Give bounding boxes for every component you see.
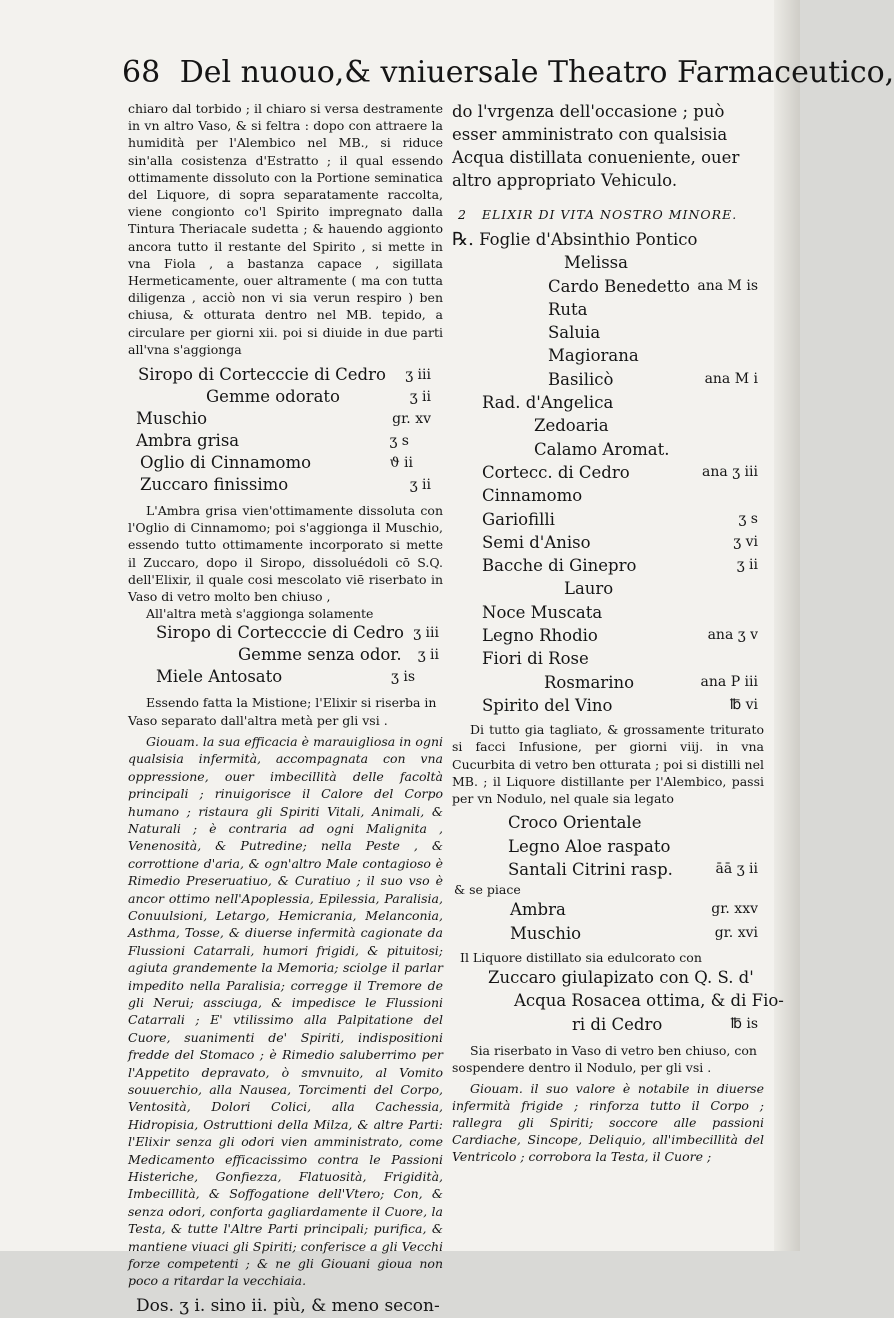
- ingredient-qty: ʒ is: [390, 669, 415, 686]
- recipe-nodulo: [452, 811, 764, 881]
- ingredient-name: Basilicò: [548, 369, 614, 389]
- ingredient-name: Cortecc. di Cedro: [482, 462, 630, 482]
- ingredient-row: [128, 386, 443, 408]
- ingredient-row: [452, 694, 764, 717]
- ingredient-name: Gemme odorato: [206, 387, 340, 407]
- ingredient-row: [452, 275, 764, 298]
- recipe-heading-number: 2: [458, 207, 467, 222]
- left-column: [128, 100, 443, 1318]
- sweetener: [452, 966, 784, 1036]
- sweetener-text: Zuccaro giulapizato con Q. S. d': [488, 968, 754, 988]
- other-half-paragraph: All'altra metà s'aggionga solamente: [146, 606, 374, 622]
- ingredient-row: [452, 461, 764, 484]
- ingredient-row: [452, 321, 764, 344]
- ingredient-row: [128, 474, 443, 496]
- ingredient-name: Saluia: [548, 323, 601, 343]
- ingredient-qty: ʒ vi: [733, 533, 758, 550]
- page-header: [122, 46, 894, 100]
- ingredient-name: Croco Orientale: [508, 813, 642, 833]
- ingredient-row: [452, 647, 764, 670]
- ingredient-name: Fiori di Rose: [482, 649, 589, 669]
- ingredient-name: Santali Citrini rasp.: [508, 859, 673, 879]
- ingredient-name: Muschio: [510, 923, 582, 943]
- ingredient-row: [452, 624, 764, 647]
- ingredient-qty: gr. xxv: [711, 901, 758, 918]
- ingredient-row: [452, 554, 764, 577]
- ingredient-name: Legno Aloe raspato: [508, 836, 671, 856]
- ingredient-qty: ana ʒ v: [707, 627, 758, 644]
- virtues-paragraph-right: Giouam. il suo valore è notabile in diuerse infermità frigide ; rinforza tutto il Corpo ; rallegra gli Spiriti; soccore alle passioni Cardiache, Sincope, Deliquio, all'imbecillità del Ventricolo ; corrobora la Testa, il Cuore ;: [452, 1081, 764, 1165]
- ingredient-name: Ambra grisa: [136, 431, 240, 451]
- ingredient-row: [452, 484, 764, 507]
- ingredient-name: Gariofilli: [482, 509, 555, 529]
- ingredient-row: [452, 898, 764, 921]
- ingredient-qty: ʒ s: [389, 433, 409, 450]
- ingredient-row: [128, 408, 443, 430]
- recipe-two: [128, 622, 443, 688]
- running-title: Del nuouo,& vniuersale Theatro Farmaceutico,: [179, 55, 894, 90]
- mistione-paragraph: Essendo fatta la Mistione; l'Elixir si riserba in Vaso separato dall'altra metà per gli vsi .: [128, 695, 437, 728]
- ingredient-qty: ʒ iii: [405, 367, 431, 384]
- ingredient-qty: gr. xv: [392, 411, 431, 428]
- ingredient-row: [452, 298, 764, 321]
- ingredient-qty: ʒ ii: [736, 557, 758, 574]
- ingredient-row: [452, 577, 764, 600]
- ingredient-name: Cinnamomo: [482, 486, 583, 506]
- ingredient-qty: ʒ ii: [417, 647, 439, 664]
- ingredient-name: Siropo di Cortecccie di Cedro: [156, 623, 404, 643]
- page-number: 68: [122, 55, 161, 90]
- ingredient-name: Ambra: [510, 900, 566, 920]
- se-piace-text: & se piace: [454, 882, 521, 898]
- ingredient-qty: ana P iii: [700, 673, 758, 690]
- recipe-heading: [458, 206, 764, 224]
- ingredient-row: [128, 452, 443, 474]
- ingredient-qty: ʒ s: [738, 510, 758, 527]
- ingredient-row: [452, 811, 764, 834]
- sweetener-text: ri di Cedro: [572, 1014, 663, 1034]
- infusion-paragraph: Di tutto gia tagliato, & grossamente triturato si facci Infusione, per giorni viij. in vna Cucurbita di vetro ben otturata ; poi si distilli nel MB. ; il Liquore distillante per l'Alembico, passi per vn Nodulo, nel quale sia legato: [452, 722, 764, 807]
- ingredient-row: [452, 438, 764, 461]
- recipe-symbol: ℞.: [452, 229, 474, 250]
- ingredient-row: [452, 858, 764, 881]
- ingredient-name: Melissa: [564, 253, 628, 273]
- ingredient-row: [452, 368, 764, 391]
- ingredient-row: [452, 251, 764, 274]
- ingredient-row: [452, 391, 764, 414]
- ingredient-row: [452, 344, 764, 367]
- ingredient-row: [452, 922, 764, 945]
- recipe-heading-title: ELIXIR DI VITA NOSTRO MINORE.: [481, 207, 738, 222]
- ingredient-name: Noce Muscata: [482, 602, 603, 622]
- ingredient-name: Zuccaro finissimo: [140, 475, 289, 495]
- ingredient-row: [452, 414, 764, 437]
- recipe-main: [452, 228, 764, 717]
- ingredient-name: Rosmarino: [544, 672, 635, 692]
- intro-paragraph: chiaro dal torbido ; il chiaro si versa destramente in vn altro Vaso, & si feltra : dopo con attraere la humidità per l'Alembico nel MB., si riduce sin'alla cosistenza d'Estratto ; il qual essendo ottimamente dissoluto con la Portione seminatica del Liquore, di sopra separatamente raccolta, viene congionto co'l Spirito impregnato dalla Tintura Theriacale sudetta ; & hauendo aggionto ancora tutto il restante del Spirito , si mette in vna Fiola , a bastanza capace , sigillata Hermeticamente, ouer altramente ( ma con tutta diligenza , acciò non vi sia verun respiro ) ben chiusa, & otturata dentro nel MB. tepido, a circulare per giorni xii. poi si diuide in due parti all'vna s'aggionga: [128, 101, 443, 357]
- page-edge: [774, 0, 800, 1251]
- ingredient-name: Lauro: [564, 579, 614, 599]
- ingredient-name: Rad. d'Angelica: [482, 393, 614, 413]
- ingredient-row: [128, 622, 443, 644]
- ingredient-name: Semi d'Aniso: [482, 532, 591, 552]
- ingredient-name: Spirito del Vino: [482, 695, 613, 715]
- sweetener-line: [452, 966, 764, 989]
- ingredient-row: [452, 228, 764, 251]
- ingredient-name: Muschio: [136, 409, 208, 429]
- ingredient-row: [128, 430, 443, 452]
- mixing-paragraph: L'Ambra grisa vien'ottimamente dissoluta con l'Oglio di Cinnamomo; poi s'aggionga il Muschio, essendo tutto ottimamente incorporato si mette il Zuccaro, dopo il Siropo, dissoluédoli cō S.Q. dell'Elixir, il quale cosi mescolato viē riserbato in Vaso di vetro molto ben chiuso ,: [128, 503, 443, 605]
- ingredient-row: [452, 671, 764, 694]
- ingredient-row: [452, 835, 764, 858]
- dose-line: Dos. ʒ i. sino ii. più, & meno secon-: [136, 1295, 440, 1316]
- ingredient-qty: gr. xvi: [714, 924, 758, 941]
- ingredient-row: [452, 601, 764, 624]
- ingredient-qty: ʒ ii: [409, 389, 431, 406]
- ingredient-row: [128, 644, 443, 666]
- right-column: [452, 100, 784, 1165]
- ingredient-qty: ana M is: [697, 277, 758, 294]
- ingredient-row: [452, 531, 764, 554]
- ingredient-qty: āā ʒ ii: [715, 860, 758, 877]
- sweetener-line: [452, 989, 784, 1012]
- ingredient-qty: ʒ iii: [413, 625, 439, 642]
- ingredient-name: Ruta: [548, 299, 588, 319]
- ingredient-qty: ana ʒ iii: [702, 463, 758, 480]
- sweetener-line: [452, 1013, 764, 1036]
- ingredient-name: Miele Antosato: [156, 667, 283, 687]
- ingredient-name: Magiorana: [548, 346, 639, 366]
- edulcorato-text: Il Liquore distillato sia edulcorato con: [460, 949, 702, 965]
- sweetener-text: Acqua Rosacea ottima, & di Fio-: [514, 991, 784, 1011]
- ingredient-qty: ʒ ii: [409, 477, 431, 494]
- ingredient-qty: ℔ is: [730, 1015, 758, 1032]
- ingredient-qty: ℔ vi: [729, 696, 758, 713]
- ingredient-name: Cardo Benedetto: [548, 276, 690, 296]
- ingredient-name: Siropo di Cortecccie di Cedro: [138, 365, 386, 385]
- ingredient-name: Zedoaria: [534, 416, 609, 436]
- ingredient-row: [452, 508, 764, 531]
- ingredient-name: Bacche di Ginepro: [482, 556, 637, 576]
- recipe-optional: [452, 898, 764, 945]
- recipe-one: [128, 364, 443, 496]
- ingredient-qty: ana M i: [704, 370, 758, 387]
- ingredient-row: [128, 666, 443, 688]
- ingredient-name: Legno Rhodio: [482, 626, 598, 646]
- continuation-paragraph: do l'vrgenza dell'occasione ; può esser amministrato con qualsisia Acqua distillata conueniente, ouer altro appropriato Vehiculo.: [452, 102, 740, 190]
- ingredient-name: Calamo Aromat.: [534, 439, 670, 459]
- ingredient-name: Oglio di Cinnamomo: [140, 453, 312, 473]
- virtues-paragraph: Giouam. la sua efficacia è marauigliosa in ogni qualsisia infermità, accompagnata con vna oppressione, ouer imbecillità delle facoltà principali ; rinuigorisce il Calore del Corpo humano ; ristaura gli Spiriti Vitali, Animali, & Naturali ; è contraria ad ogni Malignita , Venenosità, & Putredine; nella Peste , & corrottione d'aria, & ogn'altro Male contagioso è Rimedio Preseruatiuo, & Curatiuo ; il suo vso è ancor ottimo nell'Apoplessia, Epilessia, Paralisia, Conuulsioni, Letargo, Hemicrania, Melanconia, Asthma, Tosse, & diuerse infermità cagionate da Flussioni Catarrali, humori frigidi, & pituitosi; agiuta grandemente la Memoria; sciolge il parlar impedito nella Paralisia; corregge il Tremore de gli Nerui; assciuga, & impedisce le Flussioni Catarrali ; E' vtilissimo alla Palpitatione del Cuore, suanimenti de' Spiriti, indispositioni fredde del Stomaco ; è Rimedio saluberrimo per l'Appetito depravato, ò smvnuito, al Vomito souuerchio, alla Nausea, Torcimenti del Corpo, Ventosità, Dolori Colici, alla Cachessia, Hidropisia, Ostruttioni della Milza, & altre Parti: l'Elixir senza gli odori vien amministrato, come Medicamento efficacissimo contra le Passioni Histeriche, Gonfiezza, Flatuosità, Frigidità, Imbecillità, & Soffogatione dell'Vtero; Con, & senza odori, conforta gagliardamente il Cuore, la Testa, & tutte l'Altre Parti principali; purifica, & mantiene viuaci gli Spiriti; conferisce a gli Vecchi forze competenti ; & ne gli Giouani gioua non poco a ritardar la vecchiaia.: [128, 733, 443, 1289]
- ingredient-qty: ϑ ii: [389, 455, 413, 472]
- riserbato-paragraph: Sia riserbato in Vaso di vetro ben chiuso, con sospendere dentro il Nodulo, per gli vsi .: [452, 1043, 757, 1076]
- ingredient-row: [128, 364, 443, 386]
- ingredient-name: Foglie d'Absinthio Pontico: [479, 230, 698, 249]
- ingredient-name: Gemme senza odor.: [238, 645, 402, 665]
